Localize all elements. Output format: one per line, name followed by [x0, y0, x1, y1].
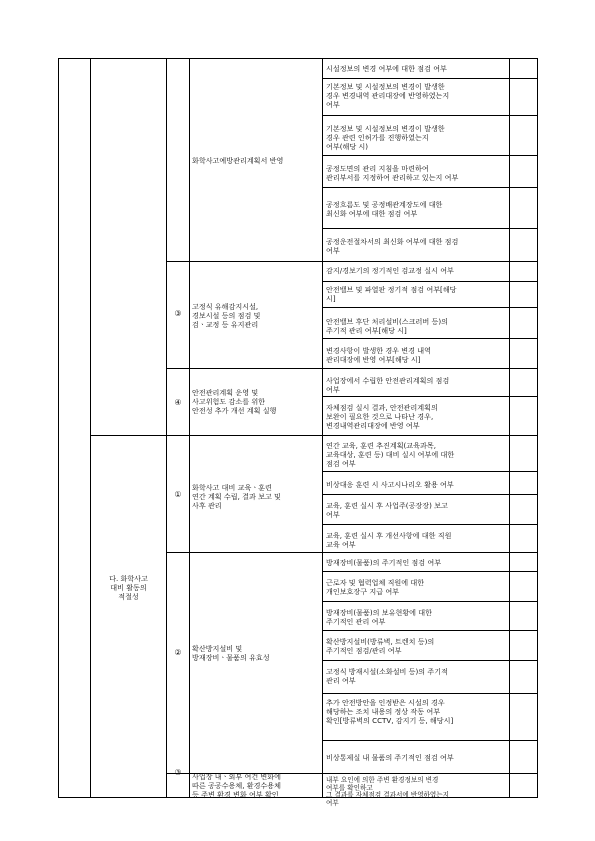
col-divider-4 [322, 58, 323, 798]
subsection-title: 확산방지설비 및 방재장비ㆍ물품의 유효성 [192, 644, 270, 662]
section-separator [90, 435, 538, 436]
subsection-number: ① [174, 490, 182, 499]
check-item: 시설정보의 변경 여부에 대한 점검 여부 [326, 64, 447, 73]
subsection-number: ④ [174, 398, 182, 407]
subsection-title: 안전관리계획 운영 및 사고위험도 감소를 위한 안전성 추가 개선 계획 실행 [192, 388, 277, 415]
row-separator [322, 494, 538, 495]
check-item: 공정흐름도 및 공정배관계장도에 대한 최신화 여부에 대한 점검 여부 [326, 200, 443, 218]
subsection-title: 고정식 유해감지시설, 경보시설 등의 점검 및 검ㆍ교정 등 유지관리 [192, 302, 261, 329]
section-label: 다. 화학사고 대비 활동의 적절성 [109, 574, 148, 601]
result-column [510, 59, 537, 797]
row-separator [322, 281, 538, 282]
check-item: 비상통제실 내 물품의 주기적인 점검 여부 [326, 753, 454, 762]
check-item: 안전밸브 후단 처리설비(스크러버 등)의 주기적 관리 여부[해당 시] [326, 317, 448, 335]
table-border-top [58, 58, 538, 59]
col-divider-3 [189, 58, 190, 798]
row-separator [322, 338, 538, 339]
row-separator [322, 630, 538, 631]
subsection-separator [166, 552, 538, 553]
row-separator [322, 187, 538, 188]
check-item: 내부 요인에 의한 주변 환경정보의 변경 여부를 확인하고 그 결과를 자체점검 결과서에 반영하였는지 여부 [326, 776, 450, 807]
col-divider-2 [166, 58, 167, 798]
subsection-number: ③ [174, 768, 182, 777]
subsection-separator [166, 368, 538, 369]
check-item: 방재장비(물품)의 보유현황에 대한 주기적인 관리 여부 [326, 608, 432, 626]
row-separator [322, 115, 538, 116]
row-separator [322, 307, 538, 308]
check-item: 기본정보 및 시설정보의 변경이 발생한 경우 관련 인허가를 진행하였는지 여부(해당 시) [326, 124, 445, 151]
check-item: 확산방지설비(방류벽, 트렌치 등)의 주기적인 점검/관리 여부 [326, 637, 435, 655]
table-border-right [537, 58, 538, 798]
row-separator [322, 78, 538, 79]
check-item: 사업장에서 수립한 안전관리계획의 점검 여부 [326, 376, 450, 394]
row-separator [322, 601, 538, 602]
row-separator [322, 693, 538, 694]
check-item: 감지/경보기의 정기적인 검교정 실시 여부 [326, 266, 454, 275]
row-separator [322, 396, 538, 397]
table-border-left [58, 58, 59, 798]
check-item: 연간 교육, 훈련 추진계획(교육과목, 교육대상, 훈련 등) 대비 실시 여부에 대한 점검 여부 [326, 441, 455, 468]
row-separator [322, 524, 538, 525]
check-item: 근로자 및 협력업체 직원에 대한 개인보호장구 지급 여부 [326, 578, 425, 596]
col-divider-1 [90, 58, 91, 798]
row-separator [322, 660, 538, 661]
subsection-number: ② [174, 648, 182, 657]
row-separator [322, 228, 538, 229]
subsection-title: 화학사고예방관리계획서 반영 [192, 156, 284, 165]
check-item: 공정운전절차서의 최신화 여부에 대한 점검 여부 [326, 237, 459, 255]
subsection-title: 사업장 내ㆍ외부 여건 변화에 따른 공공수용체, 환경수용체 등 주변 환경 변화 여부 확인 [192, 772, 281, 799]
check-item: 교육, 훈련 실시 후 사업주(공장장) 보고 여부 [326, 501, 448, 519]
subsection-number: ③ [174, 309, 182, 318]
check-item: 기본정보 및 시설정보의 변경이 발생한 경우 변경내역 관리대장에 반영하였는지 여부 [326, 82, 450, 109]
check-item: 변경사항이 발생한 경우 변경 내역 관리대장에 반영 여부[해당 시] [326, 346, 431, 364]
row-separator [322, 740, 538, 741]
check-item: 교육, 훈련 실시 후 개선사항에 대한 직원 교육 여부 [326, 531, 452, 549]
check-item: 안전밸브 및 파열판 정기적 점검 여부[해당 시] [326, 285, 457, 303]
row-separator [322, 155, 538, 156]
check-item: 자체점검 실시 결과, 안전관리계획의 보완이 필요한 것으로 나타난 경우, 변경내역관리대장에 반영 여부 [326, 403, 438, 430]
row-separator [322, 571, 538, 572]
check-item: 추가 안전방안을 인정받은 시설의 경우 해당하는 조치 내용의 정상 작동 여부 확인[방류벽의 CCTV, 감지기 등, 해당시] [326, 698, 454, 725]
row-separator [322, 471, 538, 472]
check-item: 고정식 방재시설(소화설비 등)의 주기적 관리 여부 [326, 667, 448, 685]
subsection-title: 화학사고 대비 교육ㆍ훈련 연간 계획 수립, 결과 보고 및 사후 관리 [192, 483, 281, 510]
check-item: 공정도면의 관리 지침을 마련하여 관리부서를 지정하여 관리하고 있는지 여부 [326, 164, 459, 182]
check-item: 방재장비(물품)의 주기적인 점검 여부 [326, 558, 442, 567]
check-item: 비상대응 훈련 시 사고시나리오 활용 여부 [326, 480, 454, 489]
subsection-separator [166, 261, 538, 262]
